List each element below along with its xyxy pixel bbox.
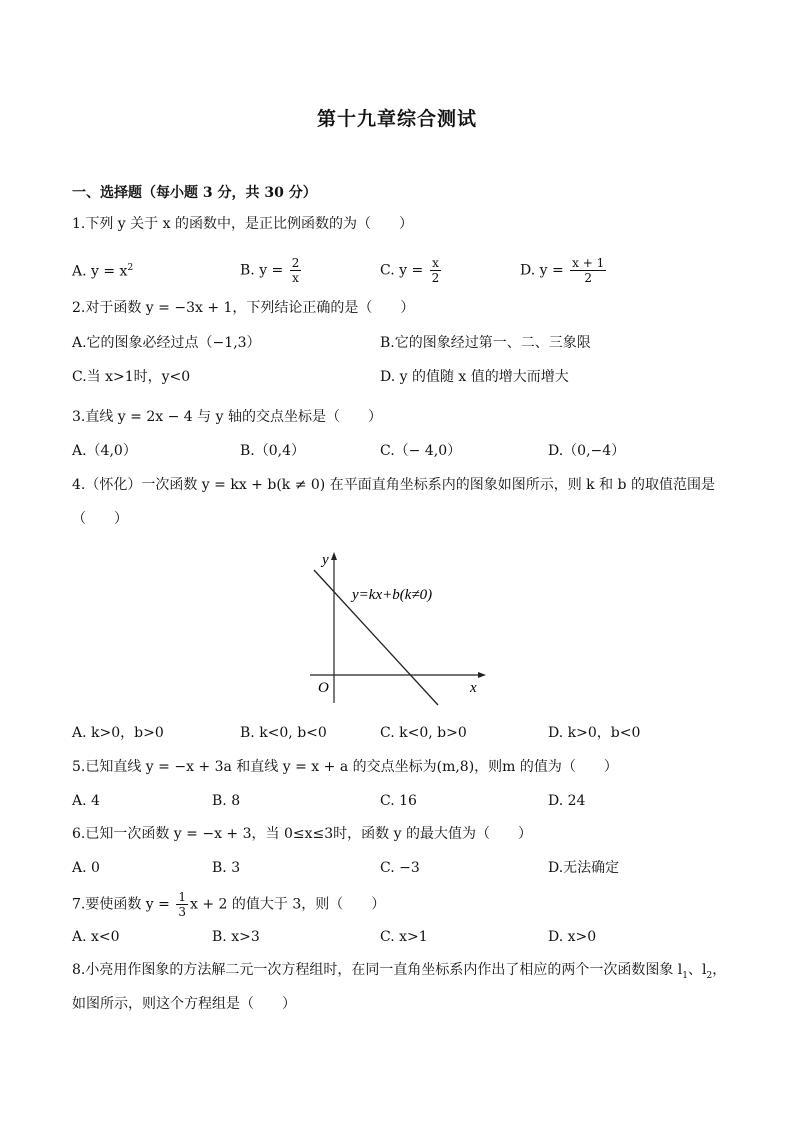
- q5-option-b: B. 8: [212, 793, 241, 809]
- q7-option-a: A. x<0: [72, 929, 120, 945]
- q4-option-a: A. k>0，b>0: [72, 725, 164, 741]
- q6-option-d: D.无法确定: [548, 860, 620, 876]
- q6-option-a: A. 0: [72, 860, 100, 876]
- x-axis-arrow: [478, 672, 486, 678]
- q7-stem: [72, 890, 385, 919]
- q8-end: ，: [712, 962, 727, 978]
- q1-b-numerator: 2: [291, 256, 300, 270]
- q8-separator: 、l: [688, 962, 707, 978]
- q3-option-c: C.（− 4,0）: [380, 443, 462, 459]
- q1-d-numerator: x + 1: [572, 256, 605, 270]
- q1-option-b: [240, 256, 303, 285]
- q5-option-d: D. 24: [548, 793, 586, 809]
- q1-stem: 1.下列 y 关于 x 的函数中，是正比例函数的为（ ）: [72, 216, 413, 232]
- q1-a-exponent: 2: [127, 263, 134, 273]
- q2-option-a: A.它的图象必经过点（−1,3）: [72, 335, 261, 351]
- q3-stem: 3.直线 y = 2x − 4 与 y 轴的交点坐标是（ ）: [72, 409, 382, 425]
- line-equation-label: y=kx+b(k≠0): [352, 587, 433, 603]
- origin-label: O: [318, 680, 329, 696]
- q4-stem-bracket: （ ）: [72, 511, 128, 527]
- q1-option-d: [520, 256, 608, 285]
- q1-b-denominator: x: [292, 271, 299, 285]
- x-axis-label: x: [470, 680, 477, 696]
- y-axis-arrow: [331, 552, 337, 560]
- q7-denominator: 3: [178, 905, 186, 919]
- q1-c-denominator: 2: [431, 271, 440, 285]
- q6-option-b: B. 3: [212, 860, 241, 876]
- q6-option-c: C. −3: [380, 860, 420, 876]
- q1-d-prefix: D. y =: [520, 262, 569, 279]
- q8-stem: [72, 960, 726, 986]
- q7-option-d: D. x>0: [548, 929, 597, 945]
- q3-option-d: D.（0,−4）: [548, 443, 626, 459]
- q2-option-d: D. y 的值随 x 值的增大而增大: [380, 369, 569, 385]
- q5-stem: 5.已知直线 y = −x + 3a 和直线 y = x + a 的交点坐标为(m,8)，则m 的值为（ ）: [72, 759, 618, 775]
- q1-option-a: [72, 258, 133, 282]
- page-title: 第十九章综合测试: [316, 108, 477, 130]
- q7-numerator: 1: [178, 890, 186, 904]
- q1-c-numerator: x: [432, 256, 439, 270]
- q4-option-c: C. k<0, b>0: [380, 725, 467, 741]
- q4-option-b: B. k<0, b<0: [240, 725, 327, 741]
- q1-c-prefix: C. y =: [380, 262, 428, 279]
- q4-option-d: D. k>0，b<0: [548, 725, 641, 741]
- q2-stem: 2.对于函数 y = −3x + 1，下列结论正确的是（ ）: [72, 300, 415, 316]
- q5-option-c: C. 16: [380, 793, 417, 809]
- q2-option-c: C.当 x>1时，y<0: [72, 369, 191, 385]
- q7-stem-prefix: 7.要使函数 y =: [72, 896, 175, 913]
- q1-option-c: [380, 256, 443, 285]
- q8-sub-1: 1: [682, 970, 689, 981]
- q7-option-c: C. x>1: [380, 929, 428, 945]
- q1-d-fraction: [570, 256, 606, 285]
- q7-fraction: [176, 890, 188, 919]
- q3-option-a: A.（4,0）: [72, 443, 137, 459]
- q1-c-fraction: [430, 256, 442, 285]
- q4-function-graph: [300, 548, 500, 708]
- q7-option-b: B. x>3: [212, 929, 260, 945]
- q8-sub-2: 2: [706, 970, 713, 981]
- q8-stem-line2: 如图所示，则这个方程组是（ ）: [72, 996, 296, 1012]
- q5-option-a: A. 4: [72, 793, 100, 809]
- q4-stem: 4.（怀化）一次函数 y = kx + b(k ≠ 0) 在平面直角坐标系内的图象如图所示，则 k 和 b 的取值范围是: [72, 477, 715, 493]
- q6-stem: 6.已知一次函数 y = −x + 3，当 0≤x≤3时，函数 y 的最大值为（ ）: [72, 826, 532, 842]
- y-axis-label: y: [322, 552, 329, 568]
- q7-stem-suffix: x + 2 的值大于 3，则（ ）: [190, 896, 386, 913]
- q1-d-denominator: 2: [584, 271, 593, 285]
- q1-b-prefix: B. y =: [240, 262, 288, 279]
- q8-stem-text: 8.小亮用作图象的方法解二元一次方程组时，在同一直角坐标系内作出了相应的两个一次函数图象 l: [72, 962, 683, 978]
- q1-a-text: A. y = x: [72, 263, 128, 280]
- section-heading: 一、选择题（每小题 3 分，共 30 分）: [72, 185, 317, 201]
- q1-b-fraction: [290, 256, 302, 285]
- q3-option-b: B.（0,4）: [240, 443, 306, 459]
- q2-option-b: B.它的图象经过第一、二、三象限: [380, 335, 591, 351]
